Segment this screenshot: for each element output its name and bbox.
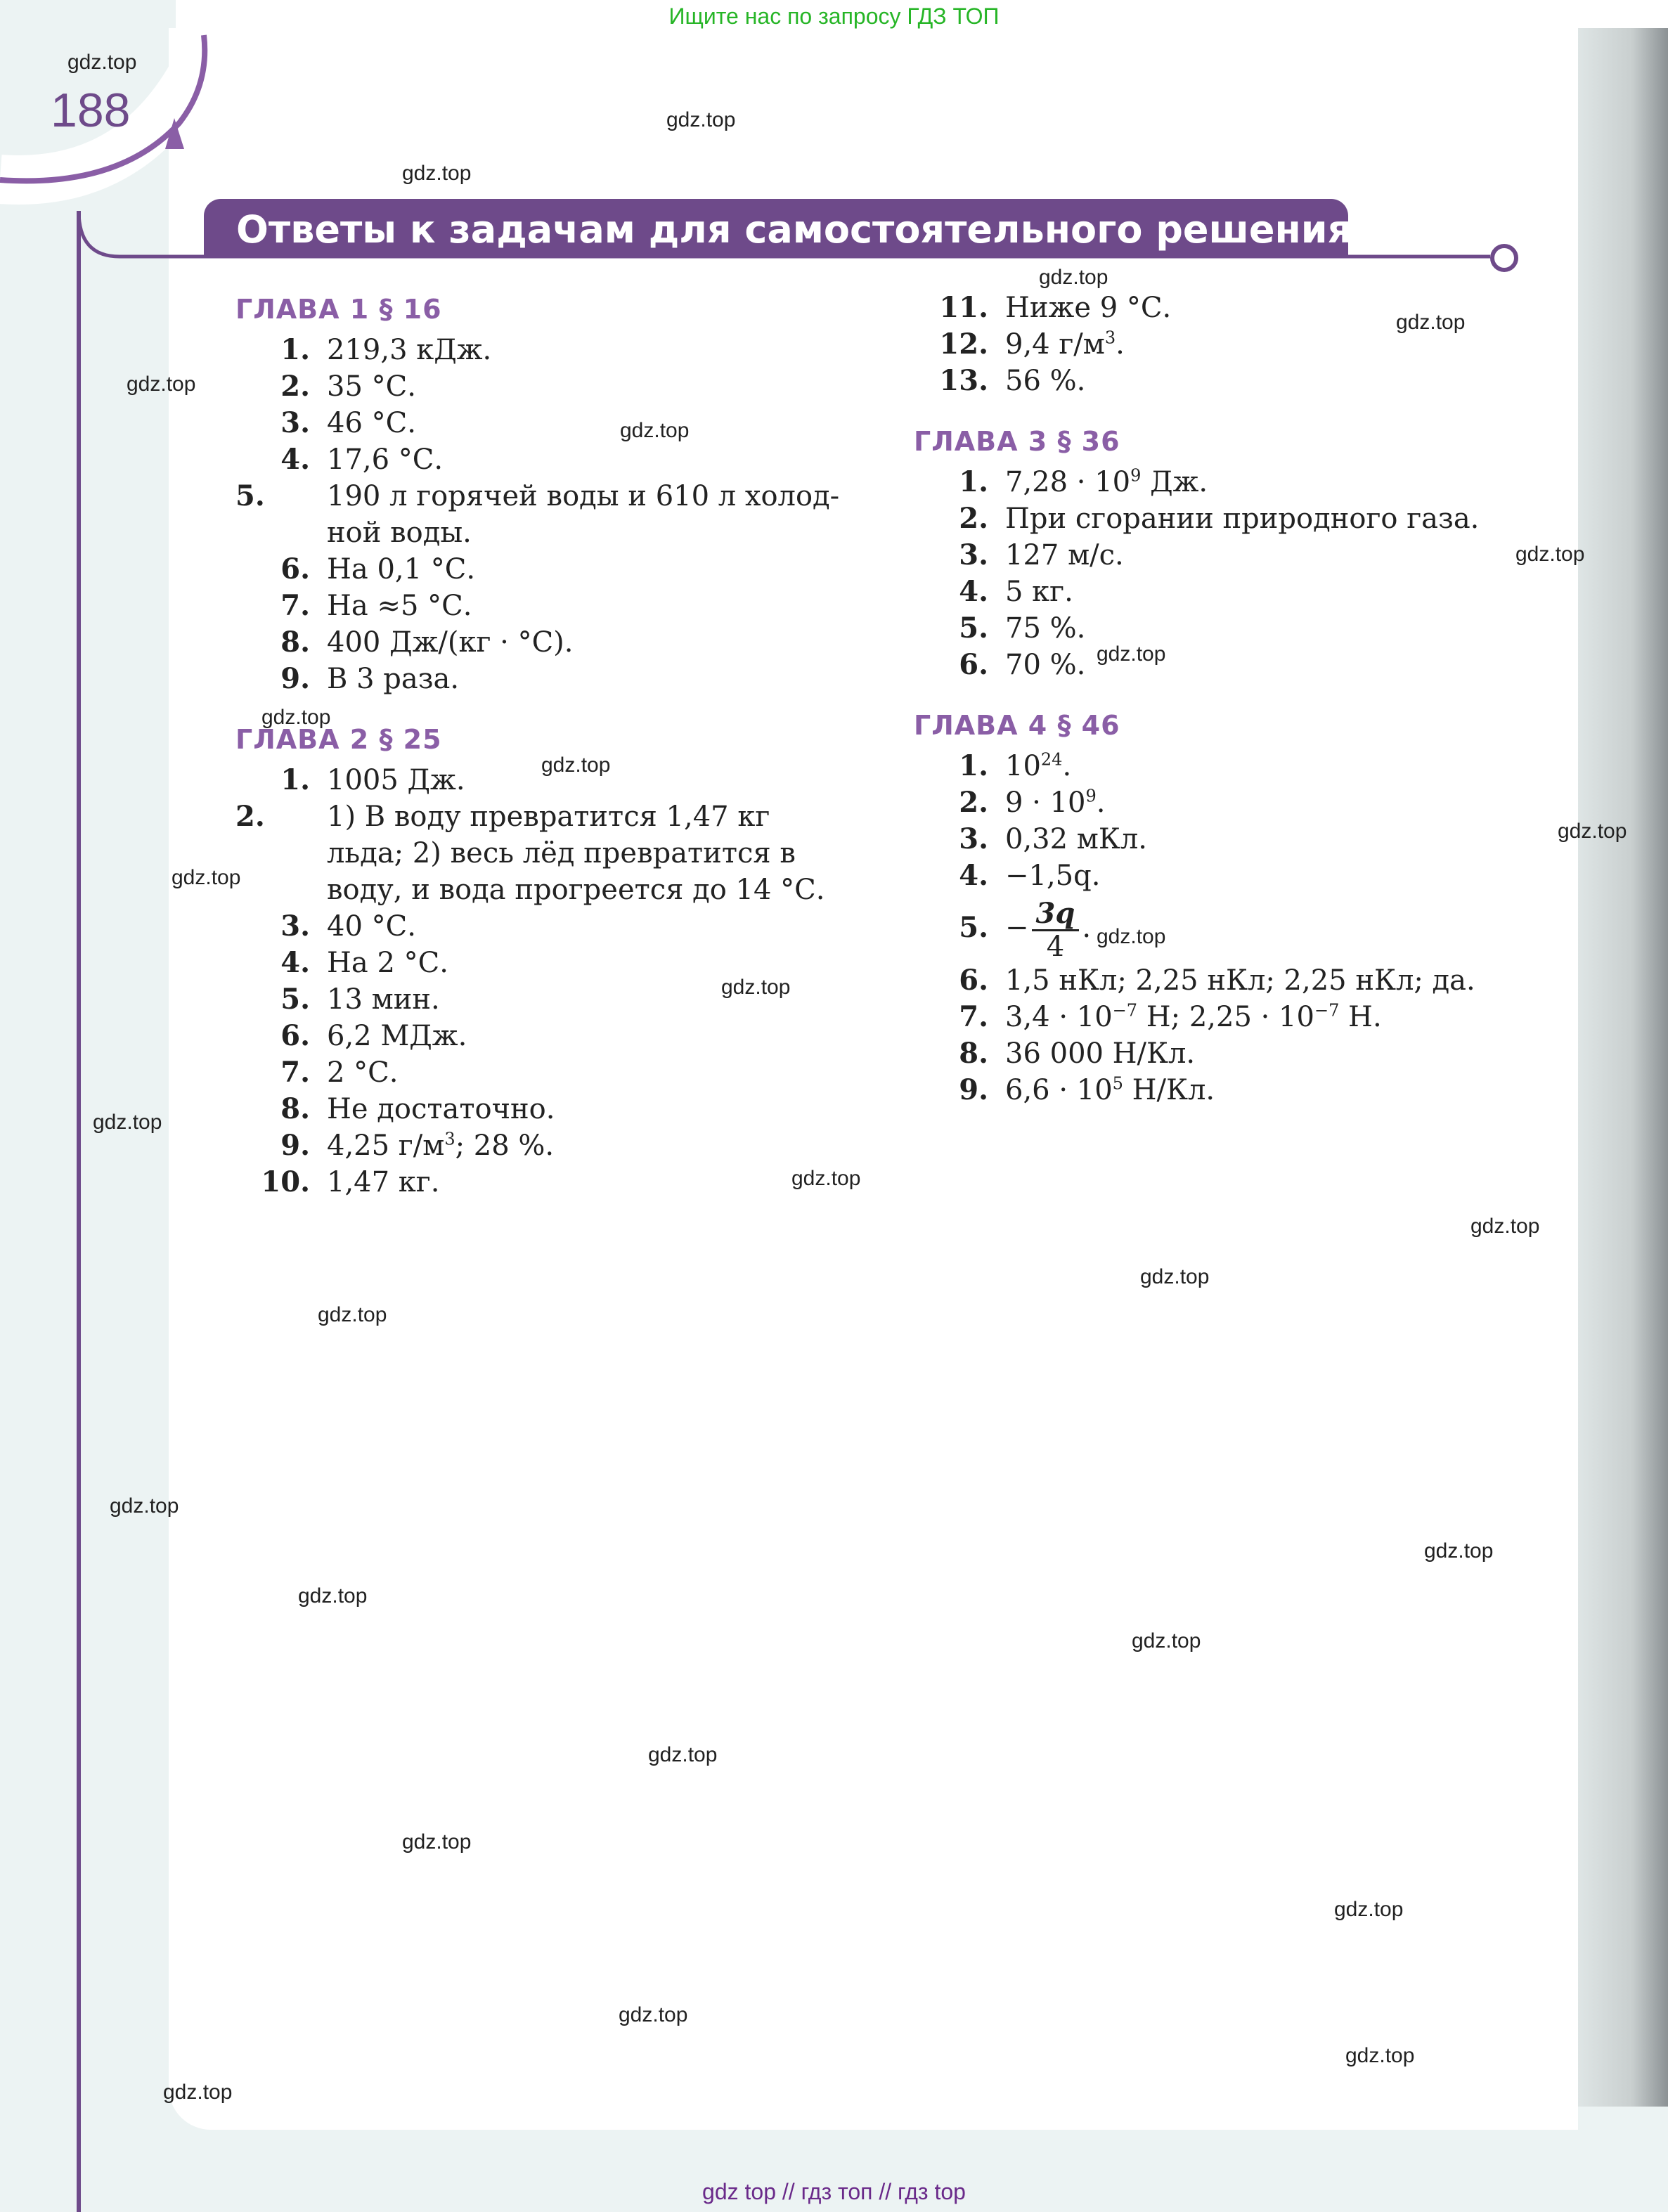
answer-item bbox=[235, 1018, 868, 1054]
watermark: gdz.top bbox=[1396, 311, 1466, 334]
answer-item bbox=[235, 515, 868, 551]
answer-item bbox=[235, 624, 868, 661]
answer-number: 1. bbox=[280, 763, 310, 796]
answer-text: 40 °С. bbox=[327, 910, 416, 943]
answer-text: 70 %. bbox=[1005, 649, 1086, 681]
answer-text: $10^{24}$. bbox=[1005, 749, 1072, 782]
answer-number: 10. bbox=[261, 1165, 310, 1198]
answer-item bbox=[235, 1091, 868, 1127]
answer-number: 4. bbox=[959, 575, 988, 608]
watermark: gdz.top bbox=[1558, 820, 1627, 843]
watermark: gdz.top bbox=[620, 419, 690, 442]
answer-text: 36 000 Н/Кл. bbox=[1005, 1037, 1196, 1070]
exponent: 5 bbox=[1112, 1073, 1123, 1094]
answer-text: 46 °С. bbox=[327, 407, 416, 439]
answer-item bbox=[914, 610, 1546, 647]
answer-text: 127 м/с. bbox=[1005, 539, 1124, 571]
answer-item bbox=[235, 1127, 868, 1164]
watermark: gdz.top bbox=[318, 1303, 387, 1326]
answer-text: 1005 Дж. bbox=[327, 764, 465, 796]
answer-item bbox=[235, 441, 868, 478]
answer-item bbox=[235, 1054, 868, 1091]
answer-text: $3,4 \cdot 10^{-7}$ Н; $2,25 \cdot 10^{-7}$ Н. bbox=[1005, 1000, 1382, 1033]
bottom-banner: gdz top // гдз топ // гдз top bbox=[702, 2179, 966, 2204]
answer-number: 9. bbox=[280, 1129, 310, 1162]
answer-list bbox=[235, 332, 868, 697]
answer-number: 9. bbox=[280, 662, 310, 695]
answer-number: 4. bbox=[959, 859, 988, 892]
watermark: gdz.top bbox=[172, 866, 241, 889]
answer-text: $9 \cdot 10^9$. bbox=[1005, 786, 1106, 819]
answer-list bbox=[914, 290, 1546, 399]
answer-item bbox=[914, 1072, 1546, 1108]
answer-number: 6. bbox=[959, 963, 988, 997]
answer-number: 11. bbox=[939, 291, 988, 324]
answer-item bbox=[235, 588, 868, 624]
watermark: gdz.top bbox=[541, 753, 611, 777]
answer-text: 6,2 МДж. bbox=[327, 1020, 467, 1052]
watermark: gdz.top bbox=[1097, 925, 1166, 948]
answer-item bbox=[235, 798, 868, 835]
answer-text: 1) В воду превратится 1,47 кг bbox=[327, 801, 770, 833]
watermark: gdz.top bbox=[666, 108, 736, 131]
answer-item bbox=[235, 661, 868, 697]
answer-number: 3. bbox=[959, 538, 988, 571]
answers-column-left bbox=[235, 287, 868, 1201]
answer-text: $6,6 \cdot 10^5$ Н/Кл. bbox=[1005, 1073, 1215, 1106]
answer-number: 13. bbox=[939, 364, 988, 397]
answer-item bbox=[914, 500, 1546, 537]
answer-number: 5. bbox=[280, 983, 310, 1016]
exponent: 24 bbox=[1040, 749, 1063, 770]
answer-number: 1. bbox=[959, 465, 988, 498]
answer-text: 219,3 кДж. bbox=[327, 334, 492, 366]
chapter-heading: ГЛАВА 2 § 25 bbox=[235, 724, 442, 755]
answer-item bbox=[914, 999, 1546, 1035]
watermark: gdz.top bbox=[1345, 2044, 1415, 2067]
answer-number: 8. bbox=[959, 1036, 988, 1070]
answer-item bbox=[914, 574, 1546, 610]
watermark: gdz.top bbox=[1515, 543, 1585, 566]
watermark: gdz.top bbox=[298, 1584, 368, 1608]
answer-text: 75 %. bbox=[1005, 612, 1086, 645]
watermark: gdz.top bbox=[1132, 1629, 1201, 1652]
chapter-heading: ГЛАВА 4 § 46 bbox=[914, 710, 1120, 741]
book-spine-shadow bbox=[1577, 28, 1668, 2212]
answer-text: 9,4 $г/м^3$. bbox=[1005, 328, 1125, 361]
watermark: gdz.top bbox=[402, 1830, 472, 1854]
watermark: gdz.top bbox=[721, 976, 791, 999]
top-banner: Ищите нас по запросу ГДЗ ТОП bbox=[668, 4, 1000, 29]
answer-number: 8. bbox=[280, 626, 310, 659]
answer-number: 2. bbox=[235, 800, 265, 833]
answer-text: 5 кг. bbox=[1005, 576, 1073, 608]
answer-item bbox=[914, 363, 1546, 399]
answer-text: 1,47 кг. bbox=[327, 1166, 440, 1198]
answer-text: льда; 2) весь лёд превратится в bbox=[327, 837, 796, 869]
answer-number: 5. bbox=[959, 911, 988, 944]
answer-text: В 3 раза. bbox=[327, 663, 460, 695]
exponent: 3 bbox=[1104, 328, 1116, 348]
watermark: gdz.top bbox=[1470, 1215, 1540, 1238]
answer-item bbox=[235, 835, 868, 872]
answer-number: 4. bbox=[280, 443, 310, 476]
answer-item bbox=[914, 1035, 1546, 1072]
answer-number: 6. bbox=[280, 1019, 310, 1052]
answer-number: 2. bbox=[959, 786, 988, 819]
answer-text: На 0,1 °С. bbox=[327, 553, 476, 586]
answer-text: 400 Дж/(кг · °С). bbox=[327, 626, 574, 659]
answer-number: 7. bbox=[280, 1056, 310, 1089]
watermark: gdz.top bbox=[402, 162, 472, 185]
answer-item bbox=[235, 332, 868, 368]
answer-text: 2 °С. bbox=[327, 1056, 399, 1089]
answer-text: 56 %. bbox=[1005, 365, 1086, 397]
page-title: Ответы к задачам для самостоятельного решения bbox=[236, 207, 1352, 252]
answers-column-right bbox=[914, 290, 1546, 1108]
answer-number: 1. bbox=[959, 749, 988, 782]
answer-number: 7. bbox=[959, 1000, 988, 1033]
exponent: 9 bbox=[1130, 465, 1142, 486]
fraction bbox=[1032, 898, 1080, 962]
answer-text: Не достаточно. bbox=[327, 1093, 555, 1125]
answer-text: 0,32 мКл. bbox=[1005, 823, 1147, 855]
answer-text: $7,28 \cdot 10^9$ Дж. bbox=[1005, 465, 1208, 498]
answer-number: 1. bbox=[280, 333, 310, 366]
answer-number: 2. bbox=[280, 370, 310, 403]
answer-number: 4. bbox=[280, 946, 310, 979]
watermark: gdz.top bbox=[791, 1167, 861, 1190]
answer-text: −1,5q. bbox=[1005, 860, 1101, 892]
watermark: gdz.top bbox=[110, 1494, 179, 1518]
answer-text: При сгорании природного газа. bbox=[1005, 503, 1480, 535]
watermark: gdz.top bbox=[163, 2081, 233, 2104]
fraction-denominator: 4 bbox=[1046, 930, 1065, 963]
answer-number: 6. bbox=[959, 648, 988, 681]
page-number: 188 bbox=[51, 84, 131, 137]
answer-number: 2. bbox=[959, 502, 988, 535]
answer-item bbox=[235, 405, 868, 441]
answer-item bbox=[235, 551, 868, 588]
answer-item bbox=[914, 784, 1546, 821]
answer-text: 190 л горячей воды и 610 л холод- bbox=[327, 480, 840, 512]
answer-text: 17,6 °С. bbox=[327, 444, 444, 476]
watermark: gdz.top bbox=[1424, 1539, 1494, 1563]
watermark: gdz.top bbox=[127, 373, 196, 396]
watermark: gdz.top bbox=[67, 51, 137, 74]
answer-number: 5. bbox=[959, 612, 988, 645]
answer-item bbox=[235, 368, 868, 405]
answer-list bbox=[914, 464, 1546, 683]
answer-number: 3. bbox=[280, 406, 310, 439]
chapter-heading: ГЛАВА 3 § 36 bbox=[914, 426, 1120, 457]
answer-number: 12. bbox=[939, 328, 988, 361]
chapter-heading: ГЛАВА 1 § 16 bbox=[235, 294, 442, 325]
watermark: gdz.top bbox=[648, 1743, 718, 1766]
answer-text: − $\frac{3q}{4}$ . bbox=[1005, 896, 1092, 963]
watermark: gdz.top bbox=[93, 1111, 162, 1134]
exponent: −7 bbox=[1112, 1000, 1138, 1021]
watermark: gdz.top bbox=[1039, 266, 1108, 289]
answer-text: 35 °С. bbox=[327, 370, 416, 403]
page-margin-left bbox=[0, 0, 176, 2212]
answer-text: 4,25 $г/м^3$; 28 %. bbox=[327, 1129, 555, 1162]
answer-item bbox=[914, 537, 1546, 574]
answer-list bbox=[914, 748, 1546, 1108]
answer-number: 8. bbox=[280, 1092, 310, 1125]
answer-number: 5. bbox=[235, 479, 265, 512]
watermark: gdz.top bbox=[1334, 1898, 1404, 1921]
answer-item bbox=[235, 872, 868, 908]
answer-number: 3. bbox=[280, 910, 310, 943]
answer-text: На ≈5 °С. bbox=[327, 590, 472, 622]
answer-text: Ниже 9 °С. bbox=[1005, 292, 1172, 324]
answer-text: воду, и вода прогреется до 14 °С. bbox=[327, 874, 825, 906]
watermark: gdz.top bbox=[261, 706, 331, 729]
answer-number: 6. bbox=[280, 552, 310, 586]
answer-item bbox=[914, 748, 1546, 784]
answer-text: 13 мин. bbox=[327, 983, 440, 1016]
answer-item bbox=[914, 647, 1546, 683]
answer-text: На 2 °С. bbox=[327, 947, 448, 979]
answer-item bbox=[914, 858, 1546, 894]
answer-number: 7. bbox=[280, 589, 310, 622]
answer-number: 9. bbox=[959, 1073, 988, 1106]
answer-item bbox=[914, 962, 1546, 999]
answer-item bbox=[914, 894, 1546, 962]
fraction-numerator: 3q bbox=[1032, 898, 1080, 931]
answer-item bbox=[235, 478, 868, 515]
exponent: −7 bbox=[1314, 1000, 1340, 1021]
answer-text: 1,5 нКл; 2,25 нКл; 2,25 нКл; да. bbox=[1005, 964, 1475, 997]
watermark: gdz.top bbox=[619, 2003, 688, 2026]
exponent: 3 bbox=[444, 1129, 455, 1149]
answer-item bbox=[235, 1164, 868, 1201]
watermark: gdz.top bbox=[1097, 642, 1166, 666]
exponent: 9 bbox=[1085, 786, 1097, 806]
answer-item bbox=[235, 908, 868, 945]
answer-number: 3. bbox=[959, 822, 988, 855]
answer-text: ной воды. bbox=[327, 517, 472, 549]
answer-item bbox=[914, 464, 1546, 500]
answer-item bbox=[914, 821, 1546, 858]
watermark: gdz.top bbox=[1140, 1265, 1210, 1288]
